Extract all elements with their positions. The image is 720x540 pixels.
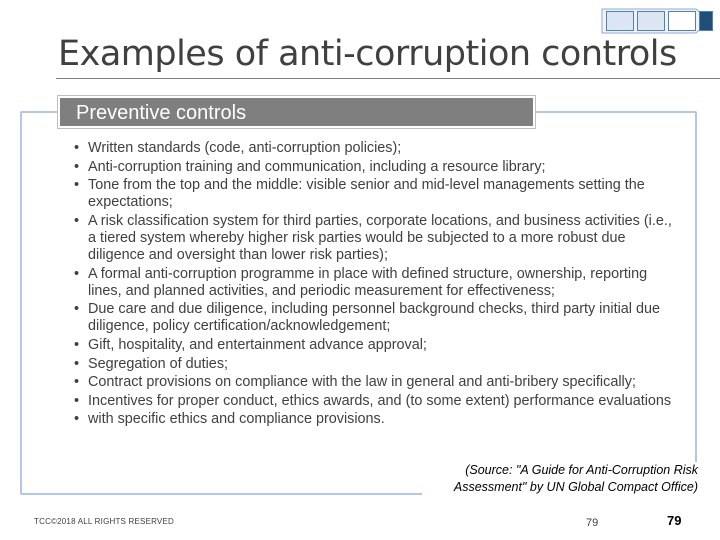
- bullet-icon: •: [74, 337, 80, 354]
- bullet-icon: •: [74, 411, 80, 428]
- page-number-footer: 79: [586, 517, 599, 529]
- control-item-text: A formal anti-corruption programme in place with defined structure, ownership, reporting lines, and planned activities, and periodic measurement for effectiveness;: [88, 265, 648, 299]
- section-tab-preventive-controls: Preventive controls: [58, 96, 535, 128]
- controls-list: [72, 140, 672, 430]
- nav-step-1[interactable]: [606, 11, 634, 31]
- slide-number: 79: [667, 513, 682, 528]
- control-item-text: Segregation of duties;: [88, 355, 229, 372]
- control-list-item: [72, 356, 672, 373]
- bullet-icon: •: [74, 392, 80, 409]
- bullet-icon: •: [74, 158, 80, 175]
- page-title: Examples of anti-corruption controls: [58, 34, 677, 74]
- control-list-item: [72, 159, 672, 176]
- source-line-2: Assessment" by UN Global Compact Office): [453, 480, 698, 494]
- control-list-item: [72, 337, 672, 354]
- title-divider: [56, 78, 720, 79]
- source-citation: [422, 462, 698, 496]
- progress-navigator: [600, 4, 714, 38]
- control-list-item: [72, 213, 672, 264]
- nav-step-2[interactable]: [637, 11, 665, 31]
- bullet-icon: •: [74, 355, 80, 372]
- control-item-text: Anti-corruption training and communication, including a resource library;: [88, 158, 546, 175]
- bullet-icon: •: [74, 301, 80, 318]
- control-item-text: Contract provisions on compliance with the law in general and anti-bribery specifically;: [88, 374, 636, 391]
- nav-step-4[interactable]: [699, 11, 713, 31]
- bullet-icon: •: [74, 374, 80, 391]
- source-line-1: (Source: "A Guide for Anti-Corruption Risk: [465, 463, 698, 477]
- control-list-item: [72, 411, 672, 428]
- bullet-icon: •: [74, 177, 80, 194]
- bullet-icon: •: [74, 212, 80, 229]
- bullet-icon: •: [74, 140, 80, 156]
- control-item-text: Gift, hospitality, and entertainment advance approval;: [88, 337, 427, 354]
- control-list-item: [72, 393, 672, 410]
- control-item-text: Tone from the top and the middle: visible senior and mid-level managements setting the expectations;: [88, 177, 645, 211]
- control-item-text: with specific ethics and compliance provisions.: [88, 411, 385, 428]
- control-item-text: Due care and due diligence, including personnel background checks, third party initial due diligence, policy certification/acknowledgement;: [88, 301, 660, 335]
- control-item-text: A risk classification system for third parties, corporate locations, and business activities (i.e., a tiered system whereby higher risk parties would be subjected to a more robust due diligence and oversight than lower risk parties);: [88, 212, 672, 264]
- bullet-icon: •: [74, 265, 80, 282]
- copyright-footer: TCC©2018 ALL RIGHTS RESERVED: [34, 517, 174, 526]
- control-item-text: Written standards (code, anti-corruption policies);: [88, 140, 402, 156]
- control-list-item: [72, 374, 672, 391]
- control-list-item: [72, 266, 672, 300]
- control-list-item: [72, 301, 672, 335]
- control-list-item: [72, 140, 672, 157]
- control-list-item: [72, 177, 672, 211]
- nav-step-3[interactable]: [668, 11, 696, 31]
- control-item-text: Incentives for proper conduct, ethics awards, and (to some extent) performance evaluations: [88, 392, 672, 409]
